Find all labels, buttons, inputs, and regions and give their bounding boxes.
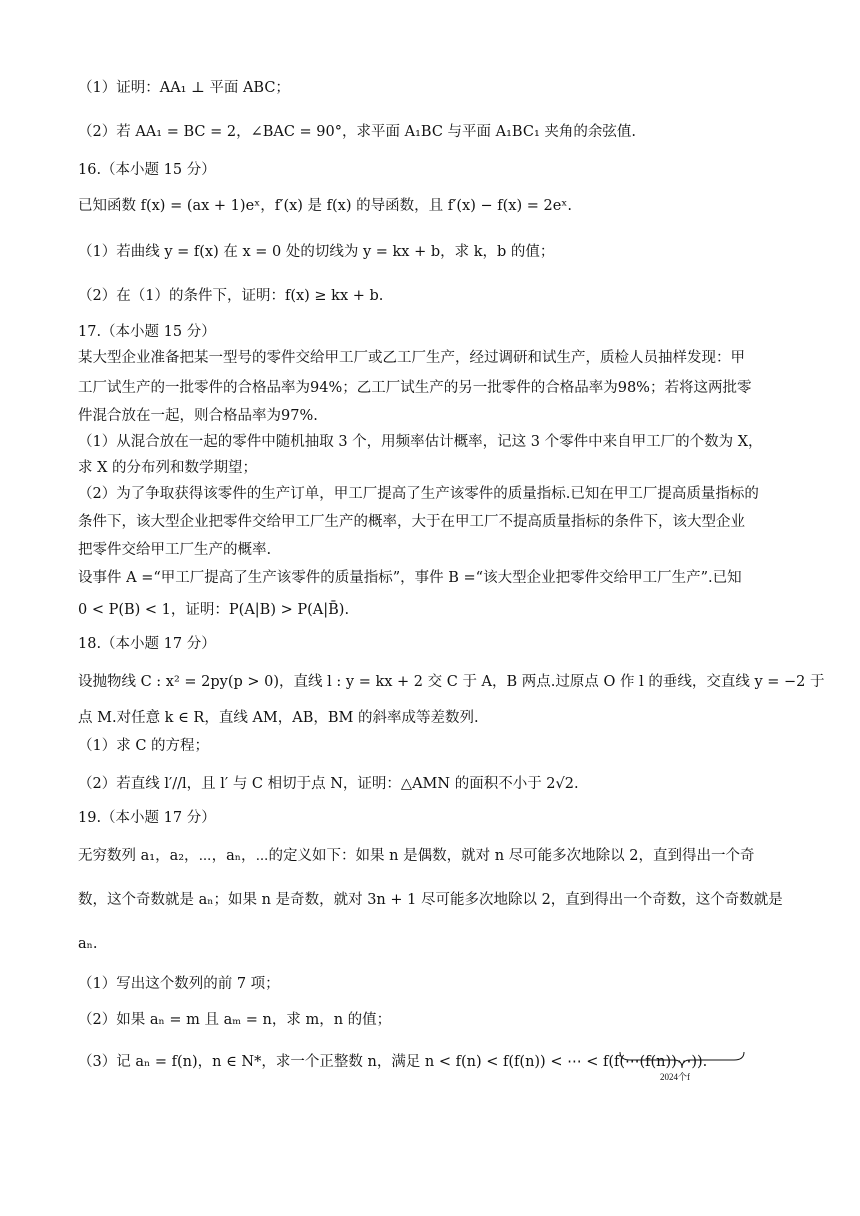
q17-stem-line3: 件混合放在一起，则合格品率为97%.: [78, 408, 318, 424]
q17-part2-line4: 设事件 A =“甲工厂提高了生产该零件的质量指标”，事件 B =“该大型企业把零件交给甲工厂生产”.已知: [78, 570, 742, 586]
q18-stem-line1: 设抛物线 C : x² = 2py(p > 0)，直线 l : y = kx + 2 交 C 于 A，B 两点.过原点 O 作 l 的垂线，交直线 y = −2 于: [78, 674, 825, 690]
q16-stem: 已知函数 f(x) = (ax + 1)eˣ，f′(x) 是 f(x) 的导函数，且 f′(x) − f(x) = 2eˣ.: [78, 198, 573, 214]
q16-heading: 16.（本小题 15 分）: [78, 162, 216, 178]
q19-stem-line3: aₙ.: [78, 936, 98, 952]
q17-part2-line1: （2）为了争取获得该零件的生产订单，甲工厂提高了生产该零件的质量指标.已知在甲工厂提高质量指标的: [78, 486, 759, 502]
q17-part1-line1: （1）从混合放在一起的零件中随机抽取 3 个，用频率估计概率，记这 3 个零件中来自甲工厂的个数为 X，: [78, 434, 763, 450]
q18-part2: （2）若直线 l′//l，且 l′ 与 C 相切于点 N，证明：△AMN 的面积不小于 2√2.: [78, 776, 579, 792]
q17-part2-line3: 把零件交给甲工厂生产的概率.: [78, 542, 272, 558]
q19-stem-line2: 数，这个奇数就是 aₙ；如果 n 是奇数，就对 3n + 1 尽可能多次地除以 2，直到得出一个奇数，这个奇数就是: [78, 892, 783, 908]
q18-heading: 18.（本小题 17 分）: [78, 636, 216, 652]
q16-part1: （1）若曲线 y = f(x) 在 x = 0 处的切线为 y = kx + b，求 k，b 的值；: [78, 244, 555, 260]
q18-part1: （1）求 C 的方程；: [78, 738, 210, 754]
q17-stem-line2: 工厂试生产的一批零件的合格品率为94%；乙工厂试生产的另一批零件的合格品率为98%；若将这两批零: [78, 380, 752, 396]
q19-part2: （2）如果 aₙ = m 且 aₘ = n，求 m，n 的值；: [78, 1012, 392, 1028]
q17-part2-line5: 0 < P(B) < 1，证明：P(A|B) > P(A|B̄).: [78, 602, 350, 618]
q19-stem-line1: 无穷数列 a₁，a₂，⋯，aₙ，⋯的定义如下：如果 n 是偶数，就对 n 尽可能多次地除以 2，直到得出一个奇: [78, 848, 755, 864]
q16-part2: （2）在（1）的条件下，证明：f(x) ≥ kx + b.: [78, 288, 384, 304]
q17-part2-line2: 条件下，该大型企业把零件交给甲工厂生产的概率，大于在甲工厂不提高质量指标的条件下，该大型企业: [78, 514, 745, 530]
q15-part1: （1）证明：AA₁ ⊥ 平面 ABC；: [78, 80, 290, 96]
q17-stem-line1: 某大型企业准备把某一型号的零件交给甲工厂或乙工厂生产，经过调研和试生产，质检人员抽样发现：甲: [78, 350, 745, 366]
q18-stem-line2: 点 M.对任意 k ∈ R，直线 AM，AB，BM 的斜率成等差数列.: [78, 710, 479, 726]
q15-part2: （2）若 AA₁ = BC = 2，∠BAC = 90°，求平面 A₁BC 与平面 A₁BC₁ 夹角的余弦值.: [78, 124, 636, 140]
underbrace-icon: [618, 1046, 746, 1070]
q19-part1: （1）写出这个数列的前 7 项；: [78, 976, 280, 992]
q19-heading: 19.（本小题 17 分）: [78, 810, 216, 826]
q17-part1-line2: 求 X 的分布列和数学期望；: [78, 460, 258, 476]
q19-part3: （3）记 aₙ = f(n)，n ∈ N*，求一个正整数 n，满足 n < f(n) < f(f(n)) < ⋯ < f(f(⋯(f(n))⋯)).: [78, 1054, 708, 1070]
underbrace-label: 2024个f: [660, 1072, 690, 1082]
q17-heading: 17.（本小题 15 分）: [78, 324, 216, 340]
underbrace: [618, 1046, 746, 1086]
